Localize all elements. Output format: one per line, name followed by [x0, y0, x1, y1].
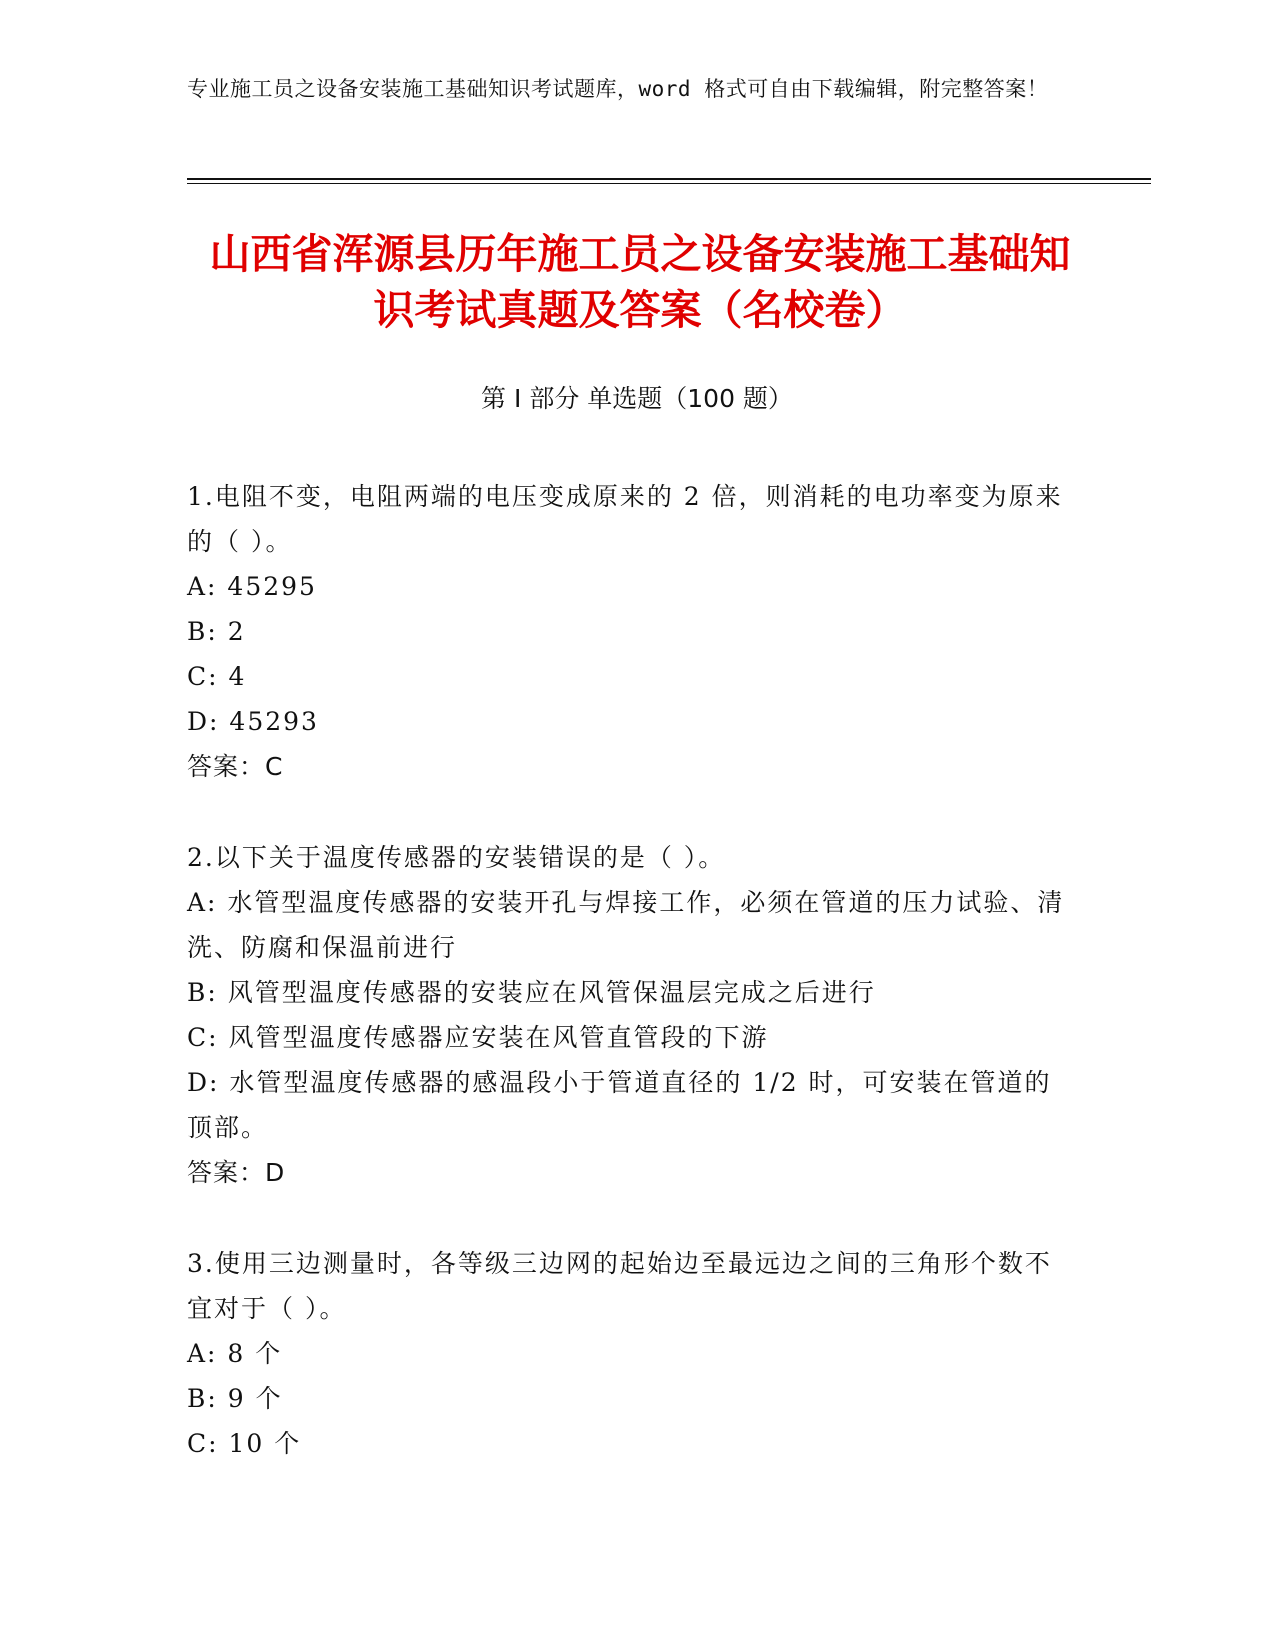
option-b: B: 2: [187, 617, 246, 646]
document-title: 山西省浑源县历年施工员之设备安装施工基础知识考试真题及答案（名校卷）: [209, 230, 1071, 334]
question-stem: 2.以下关于温度传感器的安装错误的是（ ）。: [187, 843, 726, 872]
question-list: [187, 474, 1077, 1512]
option-d: D: 水管型温度传感器的感温段小于管道直径的 1/2 时，可安装在管道的顶部。: [187, 1068, 1052, 1142]
option-a: A: 水管型温度传感器的安装开孔与焊接工作，必须在管道的压力试验、清洗、防腐和保温前进行: [187, 888, 1065, 962]
option-a: A: 8 个: [187, 1339, 283, 1368]
answer: 答案：C: [187, 752, 284, 781]
option-a: A: 45295: [187, 572, 317, 601]
answer: 答案：D: [187, 1158, 286, 1187]
question-2: [187, 835, 1077, 1195]
option-b: B: 风管型温度传感器的安装应在风管保温层完成之后进行: [187, 978, 876, 1007]
option-c: C: 4: [187, 662, 247, 691]
question-1: [187, 474, 1077, 789]
option-c: C: 10 个: [187, 1429, 302, 1458]
question-stem: 3.使用三边测量时，各等级三边网的起始边至最远边之间的三角形个数不宜对于（ ）。: [187, 1249, 1052, 1323]
question-3: [187, 1241, 1077, 1466]
question-stem: 1.电阻不变，电阻两端的电压变成原来的 2 倍，则消耗的电功率变为原来的（ ）。: [187, 482, 1063, 556]
header-note: 专业施工员之设备安装施工基础知识考试题库，word 格式可自由下载编辑，附完整答案！: [187, 77, 1049, 101]
option-c: C: 风管型温度传感器应安装在风管直管段的下游: [187, 1023, 769, 1052]
section-title: 第 I 部分 单选题（100 题）: [481, 384, 793, 413]
header-rule-thick: [187, 178, 1151, 180]
option-b: B: 9 个: [187, 1384, 283, 1413]
header-rule-thin: [187, 183, 1151, 184]
option-d: D: 45293: [187, 707, 319, 736]
